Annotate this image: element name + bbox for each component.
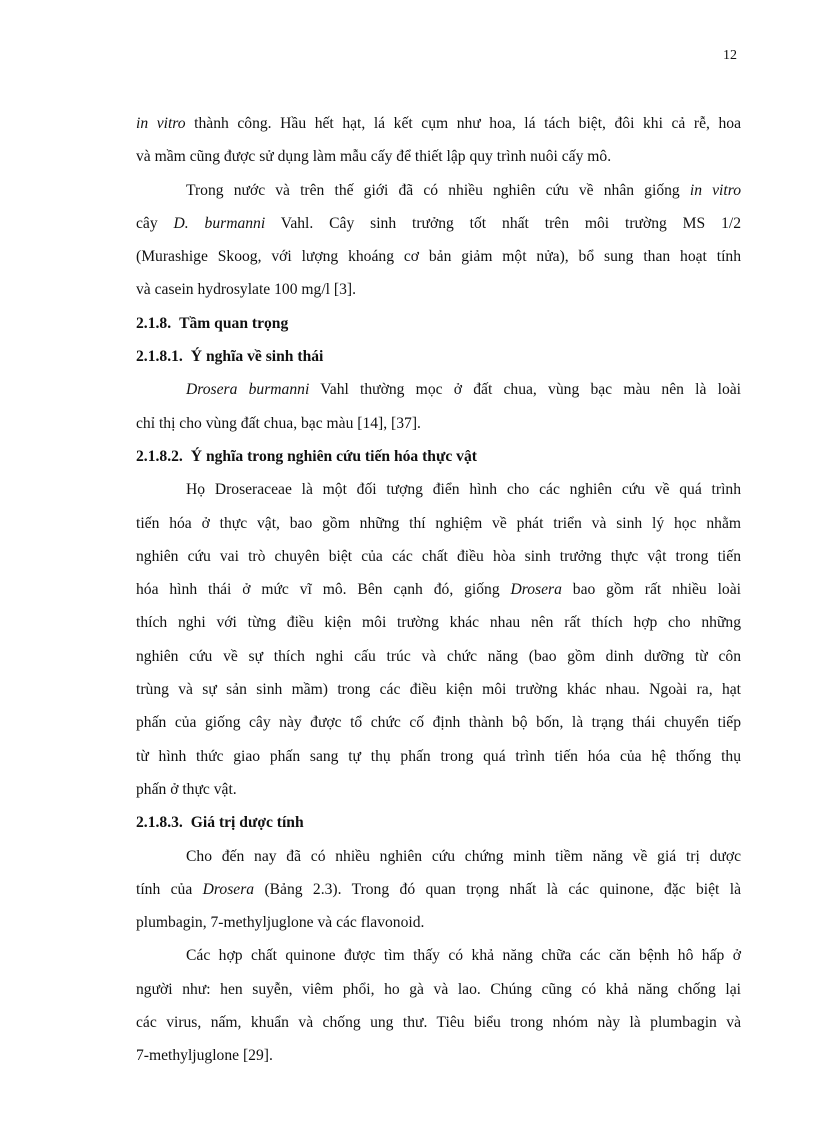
text-line: Drosera burmanni Vahl thường mọc ở đất chua, vùng bạc màu nên là loài [186, 381, 741, 399]
text-line: (Murashige Skoog, với lượng khoáng cơ bản giảm một nửa), bổ sung than hoạt tính [136, 248, 741, 266]
text-line: plumbagin, 7-methyljuglone và các flavonoid. [136, 914, 425, 932]
text-line: Trong nước và trên thế giới đã có nhiều nghiên cứu về nhân giống in vitro [186, 181, 741, 199]
text-line: các virus, nấm, khuẩn và chống ung thư. Tiêu biểu trong nhóm này là plumbagin và [136, 1014, 741, 1032]
text-line: tính của Drosera (Bảng 2.3). Trong đó quan trọng nhất là các quinone, đặc biệt là [136, 880, 741, 898]
text-line: thích nghi với từng điều kiện môi trường khác nhau nên rất thích hợp cho những [136, 614, 741, 632]
text-line: nghiên cứu vai trò chuyên biệt của các chất điều hòa sinh trưởng thực vật trong tiến [136, 547, 741, 565]
text-line: chỉ thị cho vùng đất chua, bạc màu [14], [37]. [136, 414, 421, 432]
text-line: phấn ở thực vật. [136, 780, 237, 798]
text-line: tiến hóa ở thực vật, bao gồm những thí nghiệm về phát triển và sinh lý học nhằm [136, 514, 741, 532]
text-line: in vitro thành công. Hầu hết hạt, lá kết cụm như hoa, lá tách biệt, đôi khi cả rễ, hoa [136, 115, 741, 132]
text-line: cây D. burmanni Vahl. Cây sinh trưởng tốt nhất trên môi trường MS 1/2 [136, 214, 742, 232]
page-number: 12 [723, 48, 737, 63]
text-line: người như: hen suyễn, viêm phổi, ho gà và lao. Chúng cũng có khả năng chống lại [136, 980, 741, 998]
subsection-heading: 2.1.8.1. Ý nghĩa về sinh thái [136, 348, 324, 366]
text-line: Các hợp chất quinone được tìm thấy có khả năng chữa các căn bệnh hô hấp ở [186, 947, 741, 965]
text-line: và mầm cũng được sử dụng làm mẫu cấy để thiết lập quy trình nuôi cấy mô. [136, 148, 612, 166]
text-line: nghiên cứu về sự thích nghi cấu trúc và chức năng (bao gồm dinh dưỡng từ côn [136, 647, 741, 665]
text-line: 7-methyljuglone [29]. [136, 1047, 273, 1065]
text-line: trùng và sự sản sinh mầm) trong các điều kiện môi trường khác nhau. Ngoài ra, hạt [136, 681, 741, 699]
page-body [136, 107, 741, 1073]
text-line: Họ Droseraceae là một đối tượng điển hình cho các nghiên cứu về quá trình [186, 481, 741, 499]
subsection-heading: 2.1.8.2. Ý nghĩa trong nghiên cứu tiến hóa thực vật [136, 447, 477, 465]
text-line: phấn của giống cây này được tổ chức cố định thành bộ bốn, là trạng thái chuyển tiếp [136, 714, 741, 732]
subsection-heading: 2.1.8.3. Giá trị dược tính [136, 814, 304, 832]
text-line: và casein hydrosylate 100 mg/l [3]. [136, 281, 356, 299]
text-line: hóa hình thái ở mức vĩ mô. Bên cạnh đó, giống Drosera bao gồm rất nhiều loài [136, 581, 741, 599]
section-heading: 2.1.8. Tầm quan trọng [136, 314, 289, 332]
text-line: từ hình thức giao phấn sang tự thụ phấn trong quá trình tiến hóa của hệ thống thụ [136, 747, 741, 765]
text-line: Cho đến nay đã có nhiều nghiên cứu chứng minh tiềm năng về giá trị dược [186, 847, 741, 865]
